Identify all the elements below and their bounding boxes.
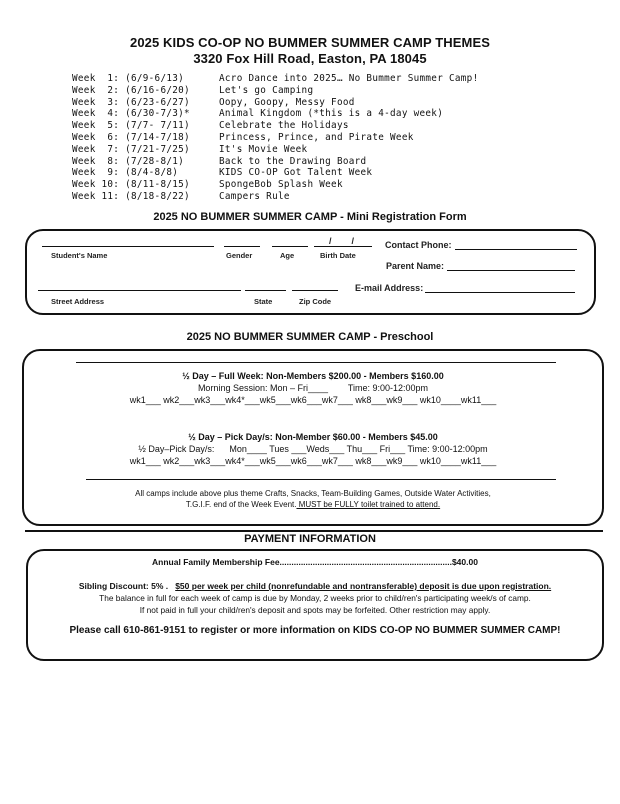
preschool-title: 2025 NO BUMMER SUMMER CAMP - Preschool: [186, 331, 434, 343]
theme-row: [72, 167, 478, 179]
street-address-label: Street Address: [51, 297, 105, 306]
state-label: State: [254, 297, 273, 306]
balance-line: The balance in full for each week of camp is due by Monday, 2 weeks prior to child/ren's participating week/s of camp.: [99, 593, 531, 603]
full-week-session[interactable]: Morning Session: Mon – Fri____ Time: 9:00-12:00pm: [197, 383, 429, 393]
theme-week-dates: Week 1: (6/9-6/13): [72, 73, 185, 84]
pick-days-heading: ½ Day – Pick Day/s: Non-Member $60.00 - Members $45.00: [188, 432, 438, 442]
payment-title: PAYMENT INFORMATION: [244, 533, 376, 545]
contact-phone-field[interactable]: [455, 249, 577, 250]
full-week-heading: ½ Day – Full Week: Non-Members $200.00 - Members $160.00: [182, 371, 444, 381]
forfeit-line: If not paid in full your child/ren's deposit and spots may be forfeited. Other restriction may apply.: [139, 605, 491, 615]
theme-week-dates: Week 6: (7/14-7/18): [72, 131, 190, 143]
registration-title: 2025 NO BUMMER SUMMER CAMP - Mini Registration Form: [153, 211, 467, 223]
student-name-field[interactable]: [42, 246, 214, 247]
divider: [76, 362, 556, 363]
birth-date-slashes: / /: [329, 236, 355, 246]
theme-name: It's Movie Week: [219, 143, 308, 155]
email-field[interactable]: [425, 292, 575, 293]
theme-row: [72, 73, 478, 85]
theme-name: Campers Rule: [219, 190, 290, 202]
birth-date-field[interactable]: [314, 246, 372, 247]
camp-address: 3320 Fox Hill Road, Easton, PA 18045: [193, 51, 427, 66]
theme-row: [72, 132, 478, 144]
pick-days-session[interactable]: ½ Day–Pick Day/s: Mon____ Tues ___Weds___ Thu___ Fri___ Time: 9:00-12:00pm: [138, 444, 488, 454]
pick-days-weeks-selector[interactable]: wk1___ wk2___wk3___wk4*___wk5___wk6___wk7___ wk8___wk9___ wk10____wk11___: [129, 456, 497, 466]
themes-list: [72, 73, 478, 203]
email-label: E-mail Address:: [355, 283, 424, 293]
theme-week-dates: Week 5: (7/7- 7/11): [72, 120, 190, 132]
theme-row: [72, 179, 478, 191]
age-label: Age: [280, 251, 295, 260]
theme-name: SpongeBob Splash Week: [219, 179, 343, 191]
payment-box: [26, 549, 604, 661]
theme-row: [72, 85, 478, 97]
theme-week-dates: Week 8: (7/28-8/1): [72, 155, 185, 167]
theme-row: [72, 120, 478, 132]
theme-name: KIDS CO-OP Got Talent Week: [219, 167, 373, 179]
age-field[interactable]: [272, 246, 308, 247]
gender-field[interactable]: [224, 246, 260, 247]
theme-week-dates: Week 7: (7/21-7/25): [72, 143, 190, 155]
theme-name: Animal Kingdom (*this is a 4-day week): [219, 108, 444, 120]
document-title: 2025 KIDS CO-OP NO BUMMER SUMMER CAMP THEMES: [129, 35, 491, 50]
sibling-discount: Sibling Discount: 5% .: [78, 581, 169, 591]
preschool-box: [22, 349, 604, 526]
birth-date-label: Birth Date: [320, 251, 356, 260]
full-week-weeks-selector[interactable]: wk1___ wk2___wk3___wk4*___wk5___wk6___wk7___ wk8___wk9___ wk10____wk11___: [129, 395, 497, 405]
theme-week-dates: Week 4: (6/30-7/3)*: [72, 108, 190, 120]
state-field[interactable]: [245, 290, 286, 291]
theme-name: Back to the Drawing Board: [219, 155, 367, 167]
contact-phone-label: Contact Phone:: [385, 240, 452, 250]
sibling-deposit-line: [28, 581, 602, 591]
theme-name: Let's go Camping: [219, 84, 314, 96]
registration-form-box: [25, 229, 596, 315]
theme-row: [72, 108, 478, 120]
theme-week-dates: Week 10: (8/11-8/15): [72, 179, 190, 191]
street-address-field[interactable]: [38, 290, 241, 291]
theme-row: [72, 156, 478, 168]
theme-row: [72, 97, 478, 109]
parent-name-field[interactable]: [447, 270, 575, 271]
includes-line-2: [24, 500, 602, 509]
theme-name: Princess, Prince, and Pirate Week: [219, 131, 414, 143]
theme-name: Oopy, Goopy, Messy Food: [219, 96, 355, 108]
theme-name: Acro Dance into 2025… No Bummer Summer Camp!: [219, 73, 479, 84]
theme-row: [72, 191, 478, 203]
tgif-text: T.G.I.F. end of the Week Event.: [185, 500, 297, 509]
divider: [25, 530, 603, 532]
parent-name-label: Parent Name:: [386, 261, 445, 271]
includes-line-1: All camps include above plus theme Crafts, Snacks, Team-Building Games, Outside Water Activities,: [135, 489, 491, 498]
divider: [86, 479, 556, 480]
zip-code-field[interactable]: [292, 290, 338, 291]
student-name-label: Student's Name: [51, 251, 108, 260]
theme-week-dates: Week 3: (6/23-6/27): [72, 96, 190, 108]
call-to-register: Please call 610-861-9151 to register or more information on KIDS CO-OP NO BUMMER SUMMER CAMP!: [69, 625, 561, 636]
theme-week-dates: Week 11: (8/18-8/22): [72, 190, 190, 202]
membership-fee: Annual Family Membership Fee.........................................................................$40.00: [152, 557, 478, 567]
zip-code-label: Zip Code: [299, 297, 332, 306]
theme-name: Celebrate the Holidays: [219, 120, 349, 132]
gender-label: Gender: [226, 251, 253, 260]
theme-week-dates: Week 9: (8/4-8/8): [72, 167, 179, 179]
theme-week-dates: Week 2: (6/16-6/20): [72, 84, 190, 96]
toilet-notice: MUST be FULLY toilet trained to attend.: [296, 500, 441, 509]
theme-row: [72, 144, 478, 156]
deposit-notice: $50 per week per child (nonrefundable and nontransferable) deposit is due upon registration.: [175, 581, 552, 591]
